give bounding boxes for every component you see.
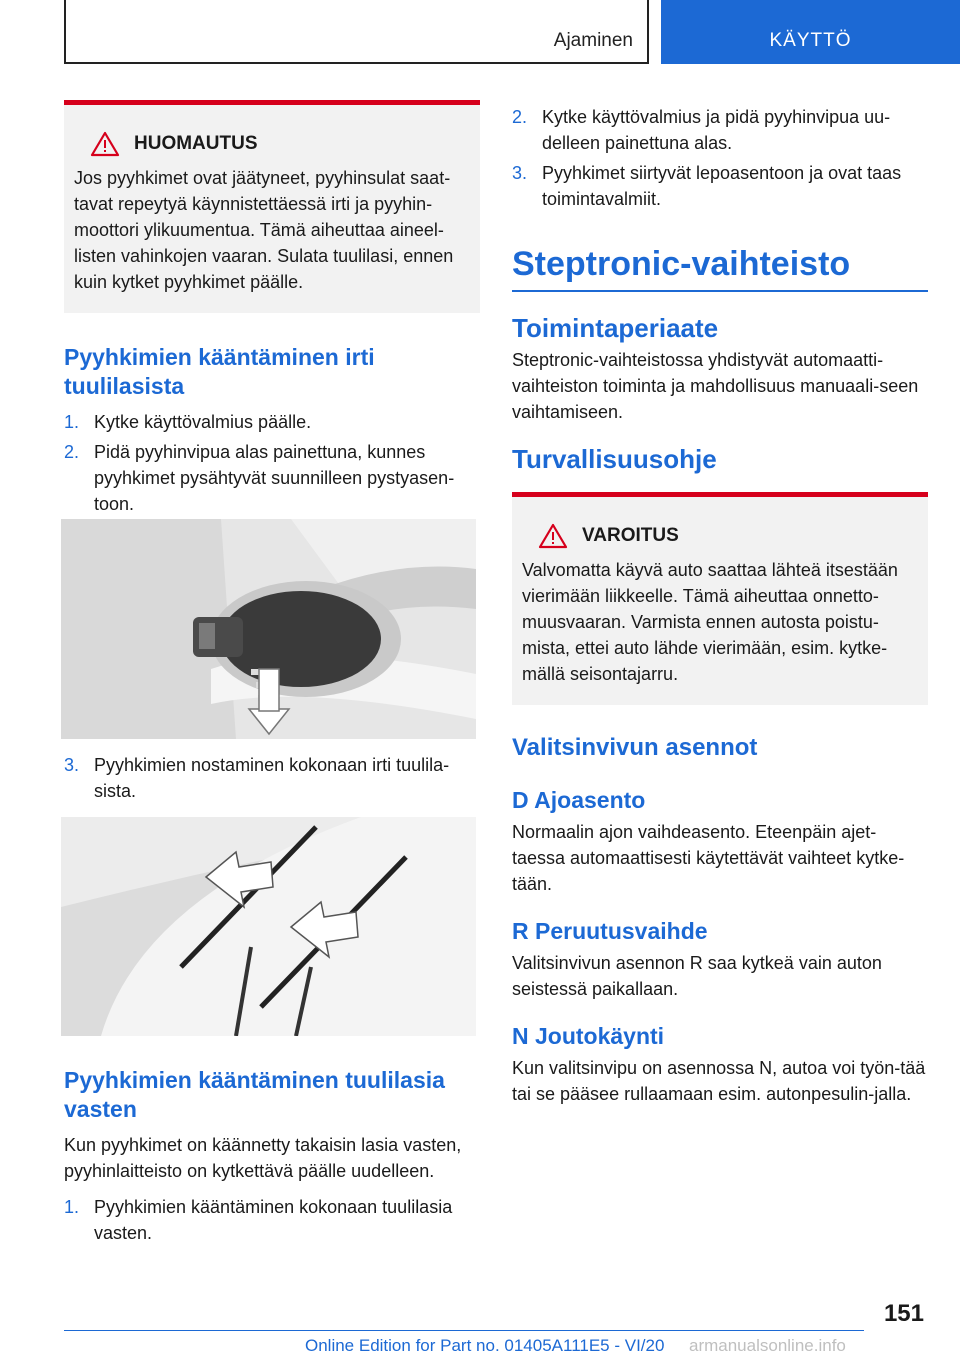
lower-wipers-steps-continued — [512, 104, 928, 212]
header-section-label: Ajaminen — [553, 30, 633, 51]
warning-title — [538, 523, 918, 549]
edition-text: Online Edition for Part no. 01405A111E5 - VI/20 — [305, 1336, 665, 1355]
warning-triangle-icon — [538, 523, 568, 549]
step-number: 1. — [64, 1197, 80, 1217]
lower-wipers-intro: Kun pyyhkimet on käännetty takaisin lasia vasten, pyyhinlaitteisto on kytkettävä päälle uudelleen. — [64, 1135, 462, 1181]
wiper-stalk-illustration — [61, 519, 476, 739]
subsection-title-safety: Turvallisuusohje — [512, 444, 717, 474]
step-text: Pyyhkimet siirtyvät lepoasentoon ja ovat taas toimintavalmiit. — [542, 163, 902, 209]
windshield-wipers-drawing — [61, 817, 476, 1036]
subsection-title-selector: Valitsinvivun asennot — [512, 734, 758, 761]
warning-text: Valvomatta käyvä auto saattaa lähteä itsestään vierimään liikkeelle. Tämä aiheuttaa onnetto-muusvaaran. Varmista ennen autosta poistu-mista, ettei auto lähde vierimään, esim. kytke-mällä seisontajarru. — [522, 560, 898, 684]
list-item — [64, 409, 480, 435]
header-chapter-tab — [661, 0, 960, 64]
list-item — [64, 439, 480, 517]
lift-wipers-steps-continued — [64, 752, 480, 804]
left-column — [64, 100, 480, 521]
position-title-r: R Peruutusvaihde — [512, 918, 708, 944]
wiper-stalk-drawing — [61, 519, 476, 739]
position-text-n: Kun valitsinvipu on asennossa N, autoa voi työn-tää tai se pääsee rullaamaan esim. autonpesulin-jalla. — [512, 1058, 926, 1104]
warning-box — [512, 492, 928, 705]
step-text: Kytke käyttövalmius päälle. — [94, 412, 312, 432]
right-column — [512, 104, 928, 1107]
notice-title — [90, 131, 470, 157]
list-item — [64, 1194, 480, 1246]
page-number: 151 — [883, 1300, 924, 1327]
lift-wipers-steps — [64, 409, 480, 517]
watermark-text: armanualsonline.info — [689, 1336, 846, 1355]
list-item — [512, 160, 928, 212]
footer-divider — [64, 1330, 864, 1331]
notice-box — [64, 100, 480, 313]
step-number: 2. — [512, 107, 528, 127]
position-text-d: Normaalin ajon vaihdeasento. Eteenpäin ajet-taessa automaattisesti käytettävät vaihteet kytke-tään. — [512, 822, 905, 894]
step-text: Pidä pyyhinvipua alas painettuna, kunnes pyyhkimet pysähtyvät suunnilleen pystyasen-toon. — [94, 442, 455, 514]
section-title-lower-wipers: Pyyhkimien kääntäminen tuulilasia vasten — [64, 1067, 445, 1122]
step-text: Pyyhkimien kääntäminen kokonaan tuulilasia vasten. — [94, 1197, 453, 1243]
position-title-d: D Ajoasento — [512, 787, 646, 813]
position-text-r: Valitsinvivun asennon R saa kytkeä vain auton seistessä paikallaan. — [512, 953, 882, 999]
section-title-lift-wipers: Pyyhkimien kääntäminen irti tuulilasista — [64, 344, 375, 399]
step-number: 3. — [512, 163, 528, 183]
notice-title-text: HUOMAUTUS — [134, 133, 258, 154]
step-number: 3. — [64, 755, 80, 775]
lower-wipers-steps — [64, 1194, 480, 1246]
step-number: 2. — [64, 442, 80, 462]
left-column-step3 — [64, 752, 480, 808]
left-column-lower — [64, 1066, 480, 1250]
warning-triangle-icon — [90, 131, 120, 157]
list-item — [512, 104, 928, 156]
notice-text: Jos pyyhkimet ovat jäätyneet, pyyhinsulat saat-tavat repeytyä käynnistettäessä irti ja pyyhin-moottori ylikuumentua. Tämä aiheuttaa aineel-listen vahinkojen vaaran. Sulata tuulilasi, ennen kuin kytket pyyhkimet päälle. — [74, 168, 454, 292]
header-section-tab — [64, 0, 649, 64]
step-text: Kytke käyttövalmius ja pidä pyyhinvipua uu-delleen painettuna alas. — [542, 107, 891, 153]
warning-title-text: VAROITUS — [582, 525, 679, 546]
position-title-n: N Joutokäynti — [512, 1023, 665, 1049]
subsection-title-principle: Toimintaperiaate — [512, 313, 719, 343]
list-item — [64, 752, 480, 804]
step-number: 1. — [64, 412, 80, 432]
step-text: Pyyhkimien nostaminen kokonaan irti tuulila-sista. — [94, 755, 450, 801]
main-section-title: Steptronic-vaihteisto — [512, 244, 928, 292]
windshield-wipers-illustration — [61, 817, 476, 1036]
principle-text: Steptronic-vaihteistossa yhdistyvät automaatti-vaihteiston toiminta ja mahdollisuus manuaali-seen vaihtamiseen. — [512, 350, 919, 422]
header-chapter-label: KÄYTTÖ — [769, 30, 852, 51]
